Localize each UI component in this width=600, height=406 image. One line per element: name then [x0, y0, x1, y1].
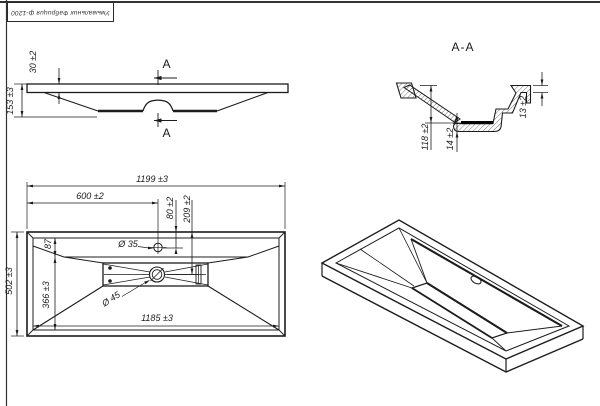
- title-block: [7, 2, 114, 22]
- dim-overall-depth: 502 ±3: [4, 267, 14, 295]
- dim-deck-depth: 87: [43, 238, 53, 250]
- dim-bottom-thickness: 14 ±2: [445, 127, 455, 151]
- label-faucet-hole: Ø 35: [118, 239, 138, 249]
- dim-basin-depth: 366 ±3: [41, 281, 51, 309]
- dim-rim-edge: 13 ±2: [518, 95, 528, 119]
- dim-basin-depth-section: 118 ±2: [420, 123, 430, 151]
- dim-inner-width: 1185 ±3: [141, 313, 173, 323]
- section-letter-bottom: A: [162, 126, 172, 140]
- dim-rim-thickness: 30 ±2: [28, 50, 38, 74]
- title-text: Умывальник Фабриция ф-1200: [11, 8, 110, 16]
- isometric-view: [322, 220, 583, 372]
- label-drain-hole: Ø 45: [100, 289, 122, 309]
- dim-drain-offset: 209 ±2: [182, 195, 192, 223]
- section-letter-top: A: [162, 57, 172, 71]
- dim-faucet-center: 600 ±2: [76, 191, 104, 201]
- section-title: A-A: [451, 40, 475, 54]
- front-view: [14, 68, 288, 127]
- dim-overall-width: 1199 ±3: [136, 174, 168, 184]
- dim-front-height: 153 ±3: [5, 87, 15, 115]
- dim-faucet-offset: 80 ±2: [165, 196, 175, 220]
